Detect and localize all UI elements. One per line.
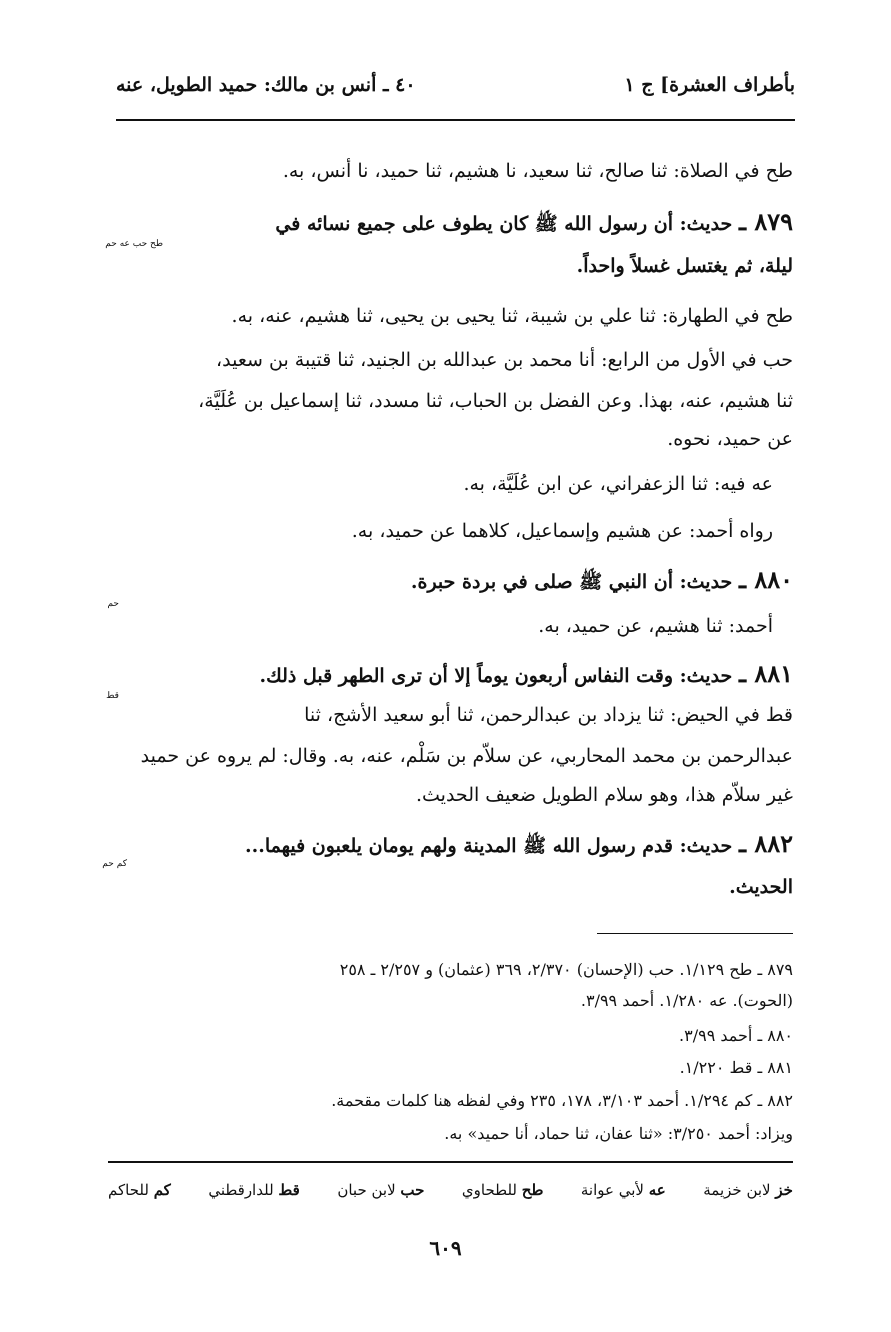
text-line: أحمد: ثنا هشيم، عن حميد، به. xyxy=(538,615,773,637)
hadith-text-continued: ليلة، ثم يغتسل غسلاً واحداً. xyxy=(576,255,793,277)
abbreviation-name: للدارقطني xyxy=(208,1181,274,1199)
text-line: عه فيه: ثنا الزعفراني، عن ابن عُلَيَّة، به. xyxy=(463,473,773,495)
source-codes: طح حب عه حم xyxy=(105,239,163,249)
page-number: ٦٠٩ xyxy=(429,1236,462,1260)
hadith-number: ٨٧٩ ـ xyxy=(738,207,793,236)
running-header-book: بأطراف العشرة] ج ١ xyxy=(624,74,795,96)
abbreviation-code: كم xyxy=(153,1181,171,1199)
abbreviation-code: حب xyxy=(400,1181,425,1199)
text-line: عبدالرحمن بن محمد المحاربي، عن سلاّم بن سَلْم، عنه، به. وقال: لم يروه عن حميد xyxy=(140,745,793,767)
text-line: طح في الطهارة: ثنا علي بن شيبة، ثنا يحيى بن يحيى، ثنا هشيم، عنه، به. xyxy=(231,305,793,327)
text-line: غير سلاّم هذا، وهو سلام الطويل ضعيف الحديث. xyxy=(415,784,793,806)
text-line: عن حميد، نحوه. xyxy=(667,428,793,450)
text-line: رواه أحمد: عن هشيم وإسماعيل، كلاهما عن حميد، به. xyxy=(351,520,773,542)
abbreviation-code: خز xyxy=(775,1181,793,1199)
footnote-line: ويزاد: أحمد ٣/٢٥٠: «ثنا عفان، ثنا حماد، أنا حميد» به. xyxy=(444,1124,793,1143)
source-codes: حم xyxy=(107,599,119,609)
hadith-text: حديث: أن رسول الله ﷺ كان يطوف على جميع نسائه في xyxy=(275,213,733,235)
abbreviation-item xyxy=(208,1181,300,1199)
abbreviation-name: للحاكم xyxy=(108,1181,149,1199)
hadith-text: حديث: أن النبي ﷺ صلى في بردة حبرة. xyxy=(410,571,733,593)
text-line: حب في الأول من الرابع: أنا محمد بن عبدالله بن الجنيد، ثنا قتيبة بن سعيد، xyxy=(216,349,793,371)
abbreviation-name: لأبي عوانة xyxy=(580,1181,644,1199)
running-header-chapter: ٤٠ ـ أنس بن مالك: حميد الطويل، عنه xyxy=(116,74,416,96)
abbreviation-code: قط xyxy=(278,1181,300,1199)
abbreviation-rule xyxy=(108,1161,793,1163)
hadith-number: ٨٨١ ـ xyxy=(738,659,793,688)
source-codes: كم حم xyxy=(102,859,127,869)
abbreviation-name: للطحاوي xyxy=(461,1181,517,1199)
abbreviation-code: طح xyxy=(521,1181,544,1199)
header-rule xyxy=(116,119,795,121)
abbreviation-name: لابن خزيمة xyxy=(703,1181,771,1199)
footnote-line: (الحوت). عه ١/٢٨٠. أحمد ٣/٩٩. xyxy=(580,991,793,1010)
abbreviation-code: عه xyxy=(648,1181,666,1199)
hadith-text: حديث: قدم رسول الله ﷺ المدينة ولهم يومان يلعبون فيهما... xyxy=(245,835,733,857)
hadith-number: ٨٨٠ ـ xyxy=(738,565,793,594)
abbreviation-item xyxy=(337,1181,424,1199)
footnote-line: ٨٨٢ ـ كم ١/٢٩٤. أحمد ٣/١٠٣، ١٧٨، ٢٣٥ وفي لفظه هنا كلمات مقحمة. xyxy=(331,1091,793,1110)
hadith-heading-879 xyxy=(275,207,793,240)
hadith-text-continued: الحديث. xyxy=(729,876,793,898)
abbreviation-key xyxy=(108,1181,793,1199)
abbreviation-name: لابن حبان xyxy=(337,1181,396,1199)
text-line: طح في الصلاة: ثنا صالح، ثنا سعيد، نا هشيم، ثنا حميد، نا أنس، به. xyxy=(282,160,793,182)
hadith-heading-882 xyxy=(245,829,793,862)
hadith-text: حديث: وقت النفاس أربعون يوماً إلا أن ترى الطهر قبل ذلك. xyxy=(259,665,733,687)
footnote-line: ٨٧٩ ـ طح ١/١٢٩. حب (الإحسان) ٢/٣٧٠، ٣٦٩ (عثمان) و ٢/٢٥٧ ـ ٢٥٨ xyxy=(339,960,793,979)
footnote-line: ٨٨١ ـ قط ١/٢٢٠. xyxy=(679,1058,793,1077)
hadith-heading-881 xyxy=(259,659,793,688)
text-line: ثنا هشيم، عنه، بهذا. وعن الفضل بن الحباب، ثنا مسدد، ثنا إسماعيل بن عُلَيَّة، xyxy=(198,390,793,412)
hadith-heading-880 xyxy=(411,565,793,598)
text-line: قط في الحيض: ثنا يزداد بن عبدالرحمن، ثنا أبو سعيد الأشج، ثنا xyxy=(304,704,793,726)
abbreviation-item xyxy=(581,1181,666,1199)
abbreviation-item xyxy=(462,1181,543,1199)
footnote-rule xyxy=(597,933,793,934)
hadith-number: ٨٨٢ ـ xyxy=(738,829,793,858)
abbreviation-item xyxy=(108,1181,171,1199)
footnote-line: ٨٨٠ ـ أحمد ٣/٩٩. xyxy=(679,1026,793,1045)
abbreviation-item xyxy=(703,1181,793,1199)
source-codes: قط xyxy=(106,691,119,701)
